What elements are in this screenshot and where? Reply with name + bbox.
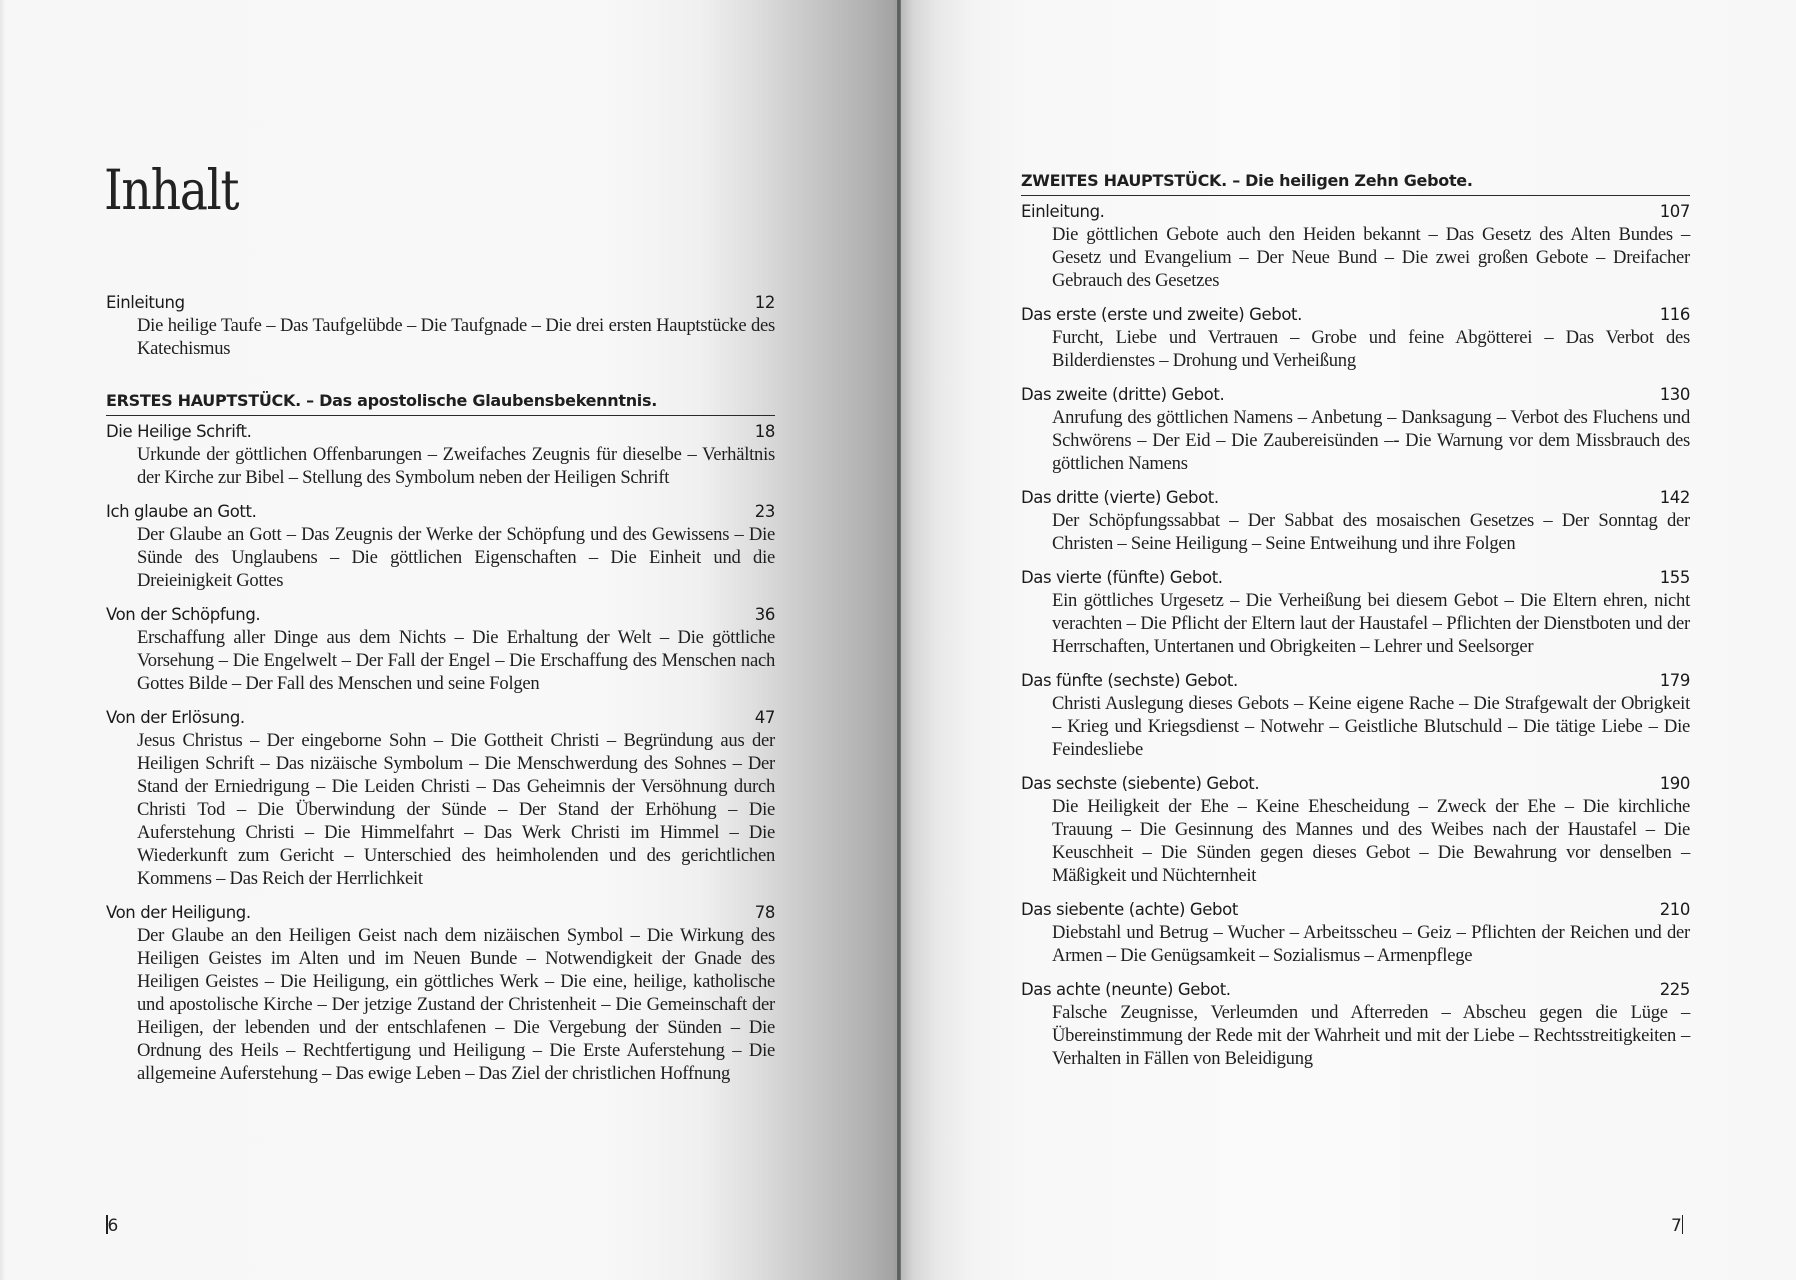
entry-page-number: 12 [754, 293, 775, 312]
toc-entry [106, 500, 775, 592]
entry-page-number: 210 [1659, 900, 1690, 919]
toc-entry-intro [106, 291, 775, 360]
entry-title: Das zweite (dritte) Gebot. [1021, 385, 1225, 404]
entry-head [1021, 566, 1690, 589]
entry-head [1021, 898, 1690, 921]
toc-entry [1021, 486, 1690, 555]
entry-title: Die Heilige Schrift. [106, 422, 252, 441]
entry-page-number: 116 [1659, 305, 1690, 324]
entry-title: Von der Schöpfung. [106, 605, 261, 624]
entry-head [106, 901, 775, 924]
toc-entry [106, 603, 775, 695]
entry-title: Von der Heiligung. [106, 903, 251, 922]
entry-description: Ein göttliches Urgesetz – Die Verheißung bei diesem Gebot – Die Eltern ehren, nicht verachten – Die Pflicht der Eltern laut der Haustafel – Pflichten der Dienstboten und der Herrschaften, Untertanen und Obrigkeiten – Lehrer und Seelsorger [1052, 590, 1690, 657]
section-heading: ZWEITES HAUPTSTÜCK. – Die heiligen Zehn Gebote. [1021, 171, 1690, 196]
entry-page-number: 47 [754, 708, 775, 727]
entry-page-number: 225 [1659, 980, 1690, 999]
entry-title: Das erste (erste und zweite) Gebot. [1021, 305, 1302, 324]
entry-page-number: 107 [1659, 202, 1690, 221]
entry-head [1021, 669, 1690, 692]
toc-entry [1021, 303, 1690, 372]
entry-title: Von der Erlösung. [106, 708, 245, 727]
entry-page-number: 23 [754, 502, 775, 521]
toc-entry [1021, 383, 1690, 475]
page-title: Inhalt [104, 158, 239, 222]
entry-head [106, 500, 775, 523]
entry-page-number: 142 [1659, 488, 1690, 507]
toc-entry [1021, 566, 1690, 658]
entry-page-number: 190 [1659, 774, 1690, 793]
entry-page-number: 130 [1659, 385, 1690, 404]
entry-description: Der Schöpfungssabbat – Der Sabbat des mosaischen Gesetzes – Der Sonntag der Christen – Seine Heiligung – Seine Entweihung und ihre Folgen [1052, 510, 1690, 554]
toc-entry [106, 420, 775, 489]
entry-title: Das fünfte (sechste) Gebot. [1021, 671, 1238, 690]
entry-description: Falsche Zeugnisse, Verleumden und Afterreden – Abscheu gegen die Lüge – Übereinstimmung der Rede mit der Wahrheit und mit der Liebe – Rechtsstreitigkeiten – Verhalten in Fällen von Beleidigung [1052, 1002, 1690, 1069]
entry-head [1021, 303, 1690, 326]
entry-description: Jesus Christus – Der eingeborne Sohn – Die Gottheit Christi – Begründung aus der Heiligen Schrift – Das nizäische Symbolum – Die Menschwerdung des Sohnes – Der Stand der Erniedrigung – Die Leiden Christi – Das Geheimnis der Versöhnung durch Christi Tod – Die Überwindung der Sünde – Der Stand der Erhöhung – Die Auferstehung Christi – Die Himmelfahrt – Das Werk Christi im Himmel – Die Wiederkunft zum Gericht – Unterschied des heimholenden und des gerichtlichen Kommens – Das Reich der Herrlichkeit [137, 730, 775, 889]
page-number-right [1671, 1215, 1683, 1236]
entry-description: Furcht, Liebe und Vertrauen – Grobe und feine Abgötterei – Das Verbot des Bilderdienstes – Drohung und Verheißung [1052, 327, 1690, 371]
toc-entry [1021, 669, 1690, 761]
entry-head [1021, 978, 1690, 1001]
toc-entry [106, 706, 775, 890]
entry-description: Die göttlichen Gebote auch den Heiden bekannt – Das Gesetz des Alten Bundes – Gesetz und Evangelium – Der Neue Bund – Die zwei großen Gebote – Dreifacher Gebrauch des Gesetzes [1052, 224, 1690, 291]
folio-number: 6 [107, 1216, 119, 1236]
entry-page-number: 36 [754, 605, 775, 624]
entry-description: Urkunde der göttlichen Offenbarungen – Zweifaches Zeugnis für dieselbe – Verhältnis der Kirche zur Bibel – Stellung des Symbolum neben der Heiligen Schrift [137, 444, 775, 488]
toc-entry [1021, 772, 1690, 887]
entry-title: Einleitung. [1021, 202, 1105, 221]
entry-description: Diebstahl und Betrug – Wucher – Arbeitsscheu – Geiz – Pflichten der Reichen und der Armen – Die Genügsamkeit – Sozialismus – Armenpflege [1052, 922, 1690, 966]
entry-title: Das dritte (vierte) Gebot. [1021, 488, 1219, 507]
entry-head [106, 706, 775, 729]
page-number-left [106, 1215, 118, 1236]
folio-number: 7 [1671, 1216, 1682, 1236]
entry-head [1021, 486, 1690, 509]
entry-description: Der Glaube an den Heiligen Geist nach dem nizäischen Symbol – Die Wirkung des Heiligen Geistes im Alten und im Neuen Bunde – Notwendigkeit der Gnade des Heiligen Geistes – Die Heiligung, ein göttliches Werk – Die eine, heilige, katholische und apostolische Kirche – Der jetzige Zustand der Christenheit – Die Gemeinschaft der Heiligen, der lebenden und der entschlafenen – Die Vergebung der Sünden – Die Ordnung des Heils – Rechtfertigung und Heiligung – Die Erste Auferstehung – Die allgemeine Auferstehung – Das ewige Leben – Das Ziel der christlichen Hoffnung [137, 925, 775, 1084]
entry-title: Das sechste (siebente) Gebot. [1021, 774, 1260, 793]
entry-head [106, 420, 775, 443]
entry-page-number: 18 [754, 422, 775, 441]
toc-entry [1021, 978, 1690, 1070]
entry-title: Das vierte (fünfte) Gebot. [1021, 568, 1223, 587]
entry-page-number: 179 [1659, 671, 1690, 690]
entry-title: Ich glaube an Gott. [106, 502, 257, 521]
section-heading: ERSTES HAUPTSTÜCK. – Das apostolische Glaubensbekenntnis. [106, 391, 775, 416]
entry-title: Das siebente (achte) Gebot [1021, 900, 1238, 919]
toc-entry [106, 901, 775, 1085]
toc-entry-list [106, 420, 775, 1085]
entry-page-number: 78 [754, 903, 775, 922]
entry-description: Die Heiligkeit der Ehe – Keine Ehescheidung – Zweck der Ehe – Die kirchliche Trauung – Die Gesinnung des Mannes und des Weibes nach der Haustafel – Die Keuschheit – Die Sünden gegen dieses Gebot – Die Bewahrung vor denselben – Mäßigkeit und Nüchternheit [1052, 796, 1690, 886]
entry-title: Das achte (neunte) Gebot. [1021, 980, 1231, 999]
entry-page-number: 155 [1659, 568, 1690, 587]
toc-right [1021, 171, 1690, 1081]
entry-description: Der Glaube an Gott – Das Zeugnis der Werke der Schöpfung und des Gewissens – Die Sünde des Unglaubens – Die göttlichen Eigenschaften – Die Einheit und die Dreieinigkeit Gottes [137, 524, 775, 591]
entry-head [1021, 772, 1690, 795]
toc-left [106, 291, 775, 1096]
entry-head [1021, 383, 1690, 406]
toc-entry-list [1021, 200, 1690, 1070]
entry-description: Erschaffung aller Dinge aus dem Nichts – Die Erhaltung der Welt – Die göttliche Vorsehung – Die Engelwelt – Der Fall der Engel – Die Erschaffung des Menschen nach Gottes Bilde – Der Fall des Menschen und seine Folgen [137, 627, 775, 694]
entry-description: Die heilige Taufe – Das Taufgelübde – Die Taufgnade – Die drei ersten Hauptstücke des Katechismus [137, 315, 775, 359]
entry-title: Einleitung [106, 293, 185, 312]
entry-description: Anrufung des göttlichen Namens – Anbetung – Danksagung – Verbot des Fluchens und Schwörens – Der Eid – Die Zaubereisünden –- Die Warnung vor dem Missbrauch des göttlichen Namens [1052, 407, 1690, 474]
toc-entry [1021, 898, 1690, 967]
entry-description: Christi Auslegung dieses Gebots – Keine eigene Rache – Die Strafgewalt der Obrigkeit – Krieg und Kriegsdienst – Notwehr – Geistliche Blutschuld – Die tätige Liebe – Die Feindesliebe [1052, 693, 1690, 760]
folio-bar [1682, 1215, 1684, 1234]
toc-entry [1021, 200, 1690, 292]
entry-head [106, 291, 775, 314]
entry-head [106, 603, 775, 626]
page-edge [0, 0, 5, 1280]
entry-head [1021, 200, 1690, 223]
